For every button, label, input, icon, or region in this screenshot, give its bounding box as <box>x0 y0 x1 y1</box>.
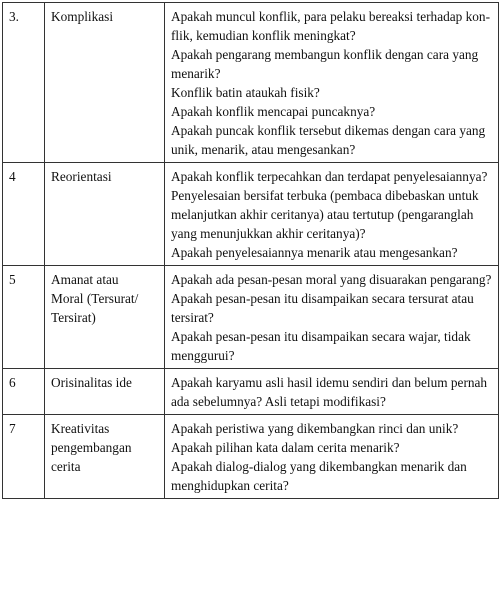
aspect-label: Komplikasi <box>51 9 114 24</box>
aspect-cell <box>45 369 165 415</box>
question-text: Apakah pesan-pesan itu disampaikan secara wajar, tidak menggurui? <box>171 329 471 363</box>
aspect-label: Kreativitas <box>51 421 110 436</box>
question-text: Apakah konflik mencapai puncaknya? <box>171 104 376 119</box>
row-number: 3. <box>3 3 45 163</box>
question-text: Apakah pesan-pesan itu disampaikan secara tersurat atau tersirat? <box>171 291 474 325</box>
aspect-cell <box>45 163 165 266</box>
aspect-cell <box>45 266 165 369</box>
table-row <box>3 163 499 266</box>
questions-cell <box>165 3 499 163</box>
question-text: Apakah penyelesaiannya menarik atau mengesankan? <box>171 245 458 260</box>
row-number: 6 <box>3 369 45 415</box>
question-text: Apakah ada pesan-pesan moral yang disuarakan pengarang? <box>171 272 492 287</box>
aspect-label: Tersirat) <box>51 310 96 325</box>
question-text: Konflik batin ataukah fisik? <box>171 85 320 100</box>
aspect-label: pengembangan <box>51 440 132 455</box>
aspect-cell <box>45 3 165 163</box>
questions-cell <box>165 415 499 499</box>
table-row <box>3 415 499 499</box>
question-text: Apakah dialog-dialog yang dikembangkan menarik dan menghidupkan cerita? <box>171 459 467 493</box>
question-text: Apakah konflik terpecahkan dan terdapat penyelesaiannya? <box>171 169 488 184</box>
question-text: Apakah puncak konflik tersebut dikemas dengan cara yang unik, menarik, atau mengesankan? <box>171 123 486 157</box>
row-number: 5 <box>3 266 45 369</box>
table-row <box>3 369 499 415</box>
question-text: Apakah pilihan kata dalam cerita menarik? <box>171 440 400 455</box>
question-text: Apakah muncul konflik, para pelaku bereaksi terhadap kon-flik, kemudian konflik meningkat? <box>171 9 491 43</box>
question-text: Apakah karyamu asli hasil idemu sendiri dan belum pernah ada sebelumnya? Asli tetapi modifikasi? <box>171 375 488 409</box>
question-text: Apakah peristiwa yang dikembangkan rinci dan unik? <box>171 421 459 436</box>
questions-cell <box>165 266 499 369</box>
questions-cell <box>165 163 499 266</box>
question-text: Apakah pengarang membangun konflik dengan cara yang menarik? <box>171 47 479 81</box>
aspect-label: cerita <box>51 459 81 474</box>
questions-cell <box>165 369 499 415</box>
table-row <box>3 266 499 369</box>
aspect-label: Amanat atau <box>51 272 119 287</box>
aspect-label: Orisinalitas ide <box>51 375 132 390</box>
criteria-table <box>2 2 499 499</box>
question-text: Penyelesaian bersifat terbuka (pembaca dibebaskan untuk melanjutkan akhir ceritanya) atau tertutup (pengaranglah yang menunjukkan akhir ceritanya)? <box>171 188 479 241</box>
table-row <box>3 3 499 163</box>
aspect-label: Reorientasi <box>51 169 112 184</box>
aspect-label: Moral (Tersurat/ <box>51 291 139 306</box>
row-number: 4 <box>3 163 45 266</box>
aspect-cell <box>45 415 165 499</box>
row-number: 7 <box>3 415 45 499</box>
